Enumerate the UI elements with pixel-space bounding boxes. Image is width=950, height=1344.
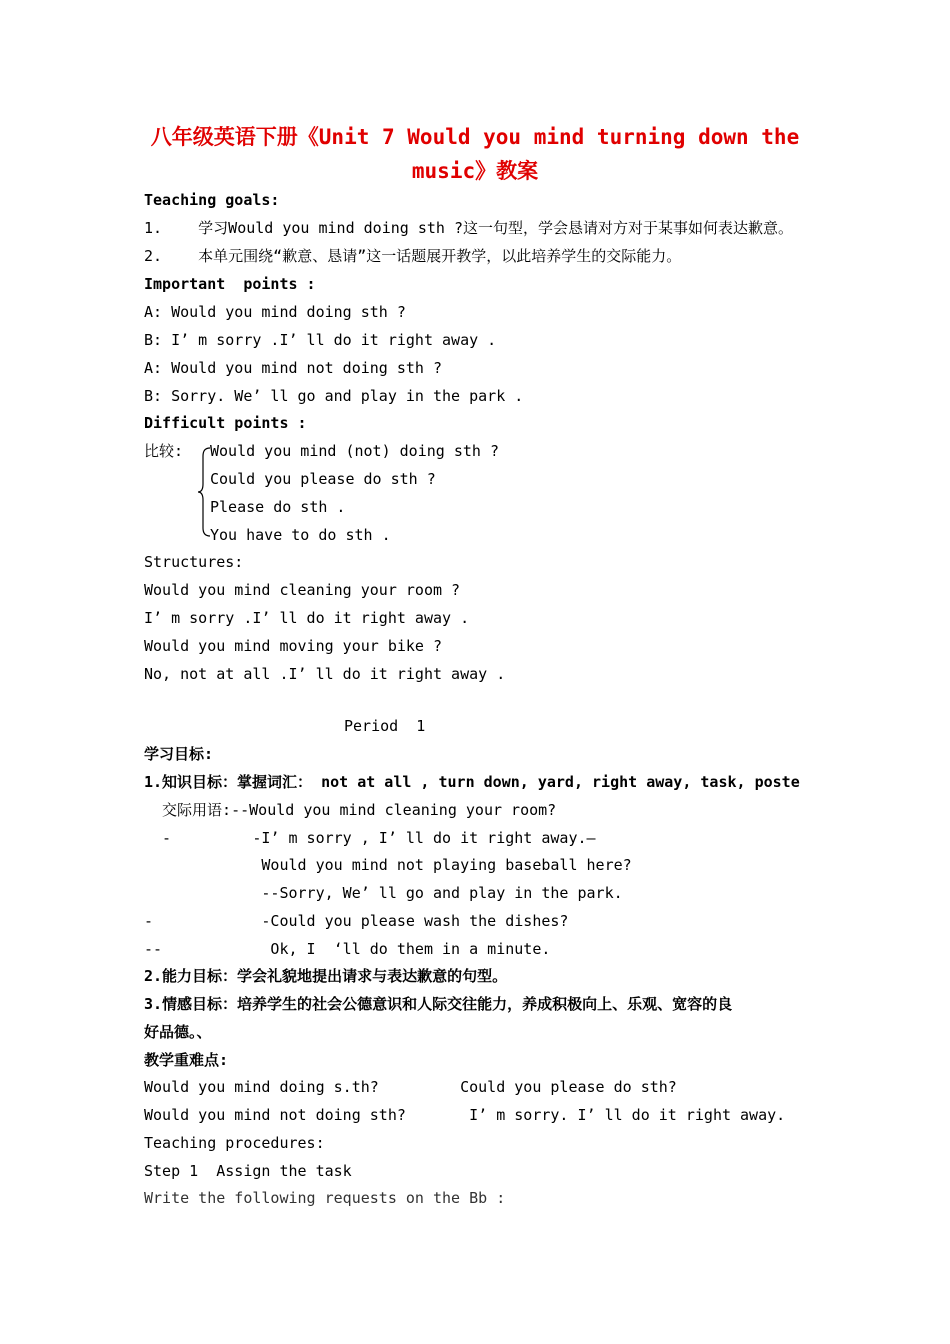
dialogue-line: - -I’ m sorry , I’ ll do it right away.— (144, 829, 596, 847)
knowledge-goal: 1.知识目标：掌握词汇： not at all , turn down, yard, right away, task, poste (144, 773, 800, 791)
structure-line: I’ m sorry .I’ ll do it right away . (144, 609, 470, 627)
important-point-line: A: Would you mind doing sth ? (144, 303, 406, 321)
structure-line: Would you mind moving your bike ? (144, 637, 443, 655)
title-line-1: 八年级英语下册《Unit 7 Would you mind turning down the (150, 125, 800, 149)
dialogue-line: --Sorry, We’ ll go and play in the park. (144, 884, 623, 902)
procedures-heading: Teaching procedures: (144, 1134, 325, 1152)
structures-heading: Structures: (144, 553, 244, 571)
ability-goal: 2.能力目标：学会礼貌地提出请求与表达歉意的句型。 (144, 967, 508, 985)
dialogue-line: 交际用语:--Would you mind cleaning your room? (144, 801, 557, 819)
important-point-line: B: I’ m sorry .I’ ll do it right away . (144, 331, 497, 349)
key-point-line: Would you mind doing s.th? Could you please do sth? (144, 1078, 677, 1096)
difficult-point-item: You have to do sth . (210, 526, 391, 544)
structure-line: Would you mind cleaning your room ? (144, 581, 461, 599)
key-points-heading: 教学重难点: (144, 1051, 229, 1069)
important-point-line: A: Would you mind not doing sth ? (144, 359, 443, 377)
dialogue-line: Would you mind not playing baseball here? (144, 856, 632, 874)
teaching-goal-1: 1. 学习Would you mind doing sth ?这一句型，学会恳请对方对于某事如何表达歉意。 (144, 219, 793, 237)
step-1-heading: Step 1 Assign the task (144, 1162, 352, 1180)
teaching-goals-heading: Teaching goals: (144, 191, 280, 209)
learning-goals-heading: 学习目标: (144, 745, 214, 763)
compare-label: 比较: (144, 442, 184, 460)
period-heading: Period 1 (344, 717, 426, 735)
key-point-line: Would you mind not doing sth? I’ m sorry. I’ ll do it right away. (144, 1106, 786, 1124)
dialogue-line: -- Ok, I ‘ll do them in a minute. (144, 940, 551, 958)
emotion-goal-line-1: 3.情感目标：培养学生的社会公德意识和人际交往能力，养成积极向上、乐观、宽容的良 (144, 995, 733, 1013)
difficult-point-item: Could you please do sth ? (210, 470, 436, 488)
title-line-2: music》教案 (411, 159, 539, 183)
structure-line: No, not at all .I’ ll do it right away . (144, 665, 506, 683)
document-title (120, 120, 830, 188)
difficult-point-item: Would you mind (not) doing sth ? (210, 442, 499, 460)
emotion-goal-line-2: 好品德。、 (144, 1023, 212, 1041)
important-points-heading: Important points : (144, 275, 316, 293)
difficult-points-heading: Difficult points : (144, 414, 307, 432)
difficult-point-item: Please do sth . (210, 498, 346, 516)
dialogue-line: - -Could you please wash the dishes? (144, 912, 569, 930)
important-point-line: B: Sorry. We’ ll go and play in the park . (144, 387, 524, 405)
teaching-goal-2: 2. 本单元围绕“歉意、恳请”这一话题展开教学，以此培养学生的交际能力。 (144, 247, 682, 265)
step-1-text: Write the following requests on the Bb : (144, 1189, 506, 1207)
